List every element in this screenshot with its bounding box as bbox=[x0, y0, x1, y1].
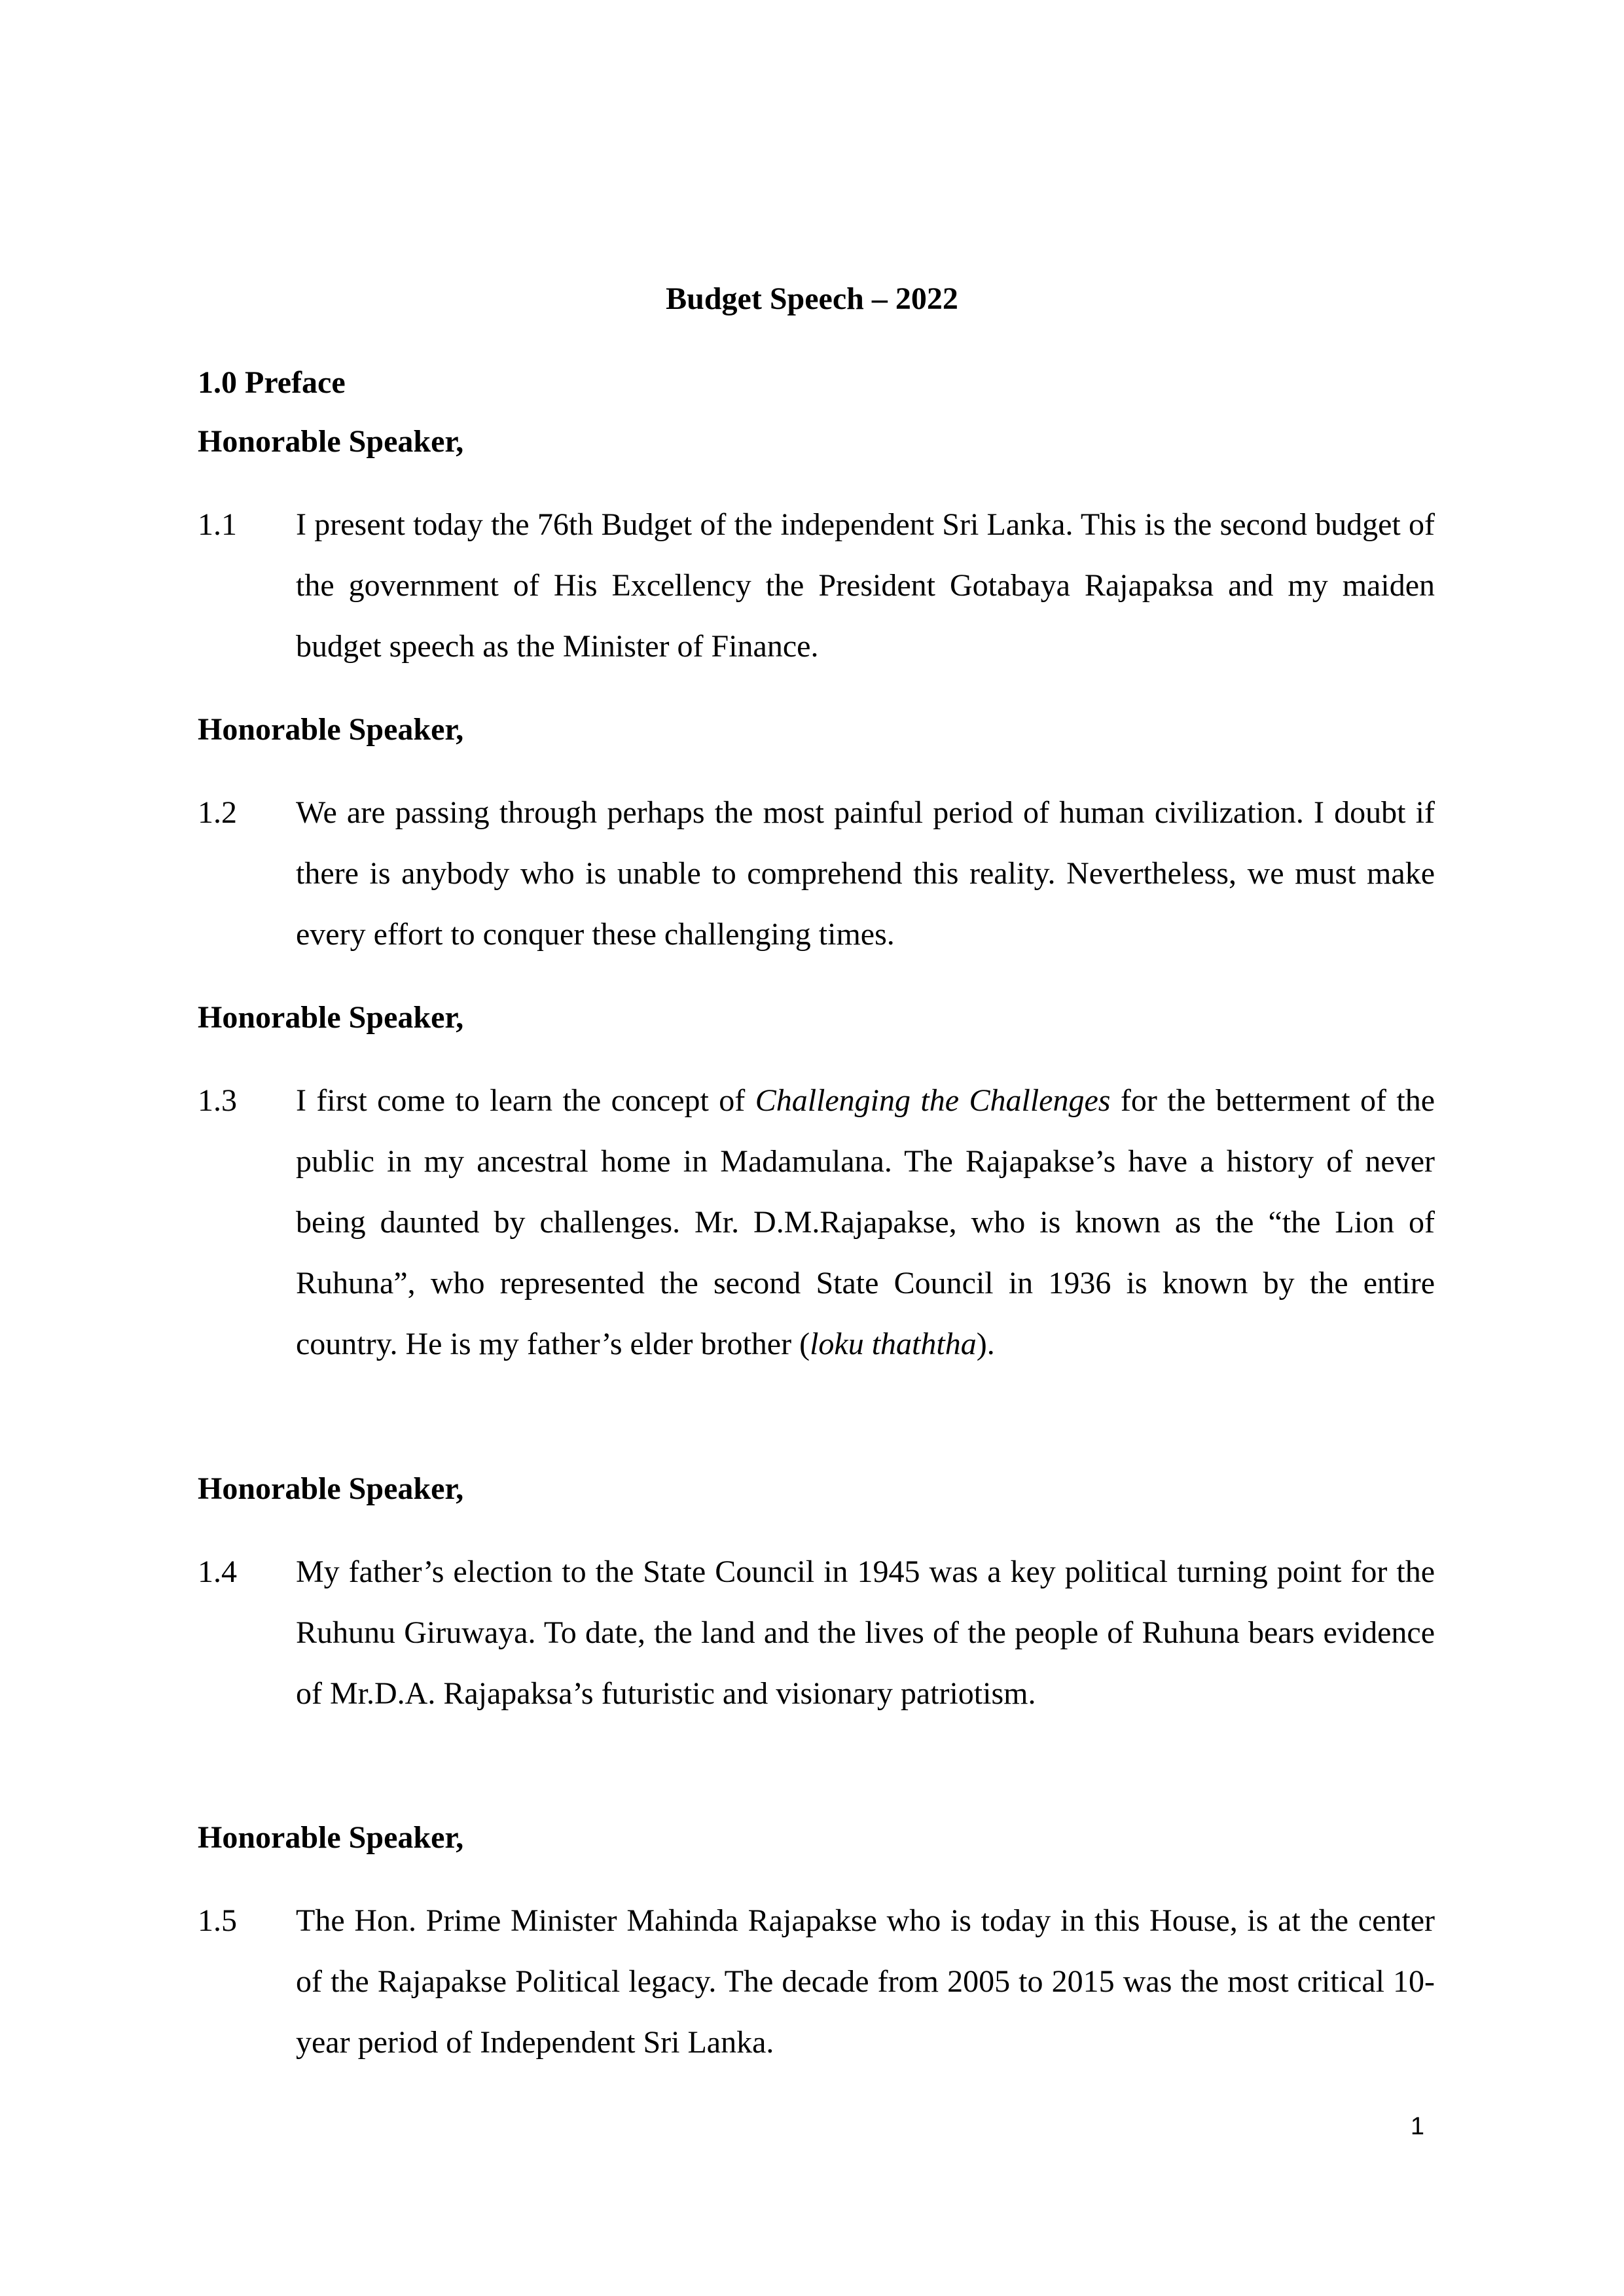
paragraph-1-5 bbox=[198, 1890, 1441, 2073]
paragraph-text bbox=[296, 1070, 1435, 1374]
italic-text-segment: loku thaththa bbox=[810, 1327, 977, 1361]
paragraph-number: 1.1 bbox=[198, 507, 237, 542]
text-segment: We are passing through perhaps the most painful period of human civilization. I doubt if there is anybody who is unable to comprehend this reality. Nevertheless, we must make every effort to conquer these challenging times. bbox=[296, 795, 1435, 952]
page-number: 1 bbox=[1410, 2113, 1424, 2140]
speaker-salutation: Honorable Speaker, bbox=[198, 1000, 464, 1035]
text-segment: I present today the 76th Budget of the independent Sri Lanka. This is the second budget of the government of His Excellency the President Gotabaya Rajapaksa and my maiden budget speech as the Minister of Finance. bbox=[296, 507, 1435, 664]
paragraph-text bbox=[296, 782, 1435, 965]
section-heading: 1.0 Preface bbox=[198, 365, 346, 400]
paragraph-number: 1.3 bbox=[198, 1083, 237, 1118]
text-segment: The Hon. Prime Minister Mahinda Rajapakse who is today in this House, is at the center of the Rajapakse Political legacy. The decade from 2005 to 2015 was the most critical 10-year period of Independent Sri Lanka. bbox=[296, 1903, 1435, 2060]
text-segment: for the betterment of the public in my ancestral home in Madamulana. The Rajapakse’s have a history of never being daunted by challenges. Mr. D.M.Rajapakse, who is known as the “the Lion of Ruhuna”, who represented the second State Council in 1936 is known by the entire country. He is my father’s elder brother ( bbox=[296, 1083, 1435, 1361]
speaker-salutation: Honorable Speaker, bbox=[198, 1471, 464, 1506]
text-segment: ). bbox=[976, 1327, 995, 1361]
speaker-salutation: Honorable Speaker, bbox=[198, 1820, 464, 1855]
document-title: Budget Speech – 2022 bbox=[666, 281, 958, 316]
paragraph-number: 1.2 bbox=[198, 795, 237, 830]
paragraph-1-2 bbox=[198, 782, 1441, 965]
italic-text-segment: Challenging the Challenges bbox=[755, 1083, 1111, 1118]
paragraph-1-3 bbox=[198, 1070, 1441, 1374]
text-segment: My father’s election to the State Council in 1945 was a key political turning point for the Ruhunu Giruwaya. To date, the land and the lives of the people of Ruhuna bears evidence of Mr.D.A. Rajapaksa’s futuristic and visionary patriotism. bbox=[296, 1554, 1435, 1711]
text-segment: I first come to learn the concept of bbox=[296, 1083, 755, 1118]
paragraph-text bbox=[296, 1890, 1435, 2073]
paragraph-number: 1.5 bbox=[198, 1903, 237, 1938]
speaker-salutation: Honorable Speaker, bbox=[198, 712, 464, 747]
paragraph-1-4 bbox=[198, 1541, 1441, 1724]
paragraph-text bbox=[296, 494, 1435, 677]
paragraph-number: 1.4 bbox=[198, 1554, 237, 1589]
paragraph-text bbox=[296, 1541, 1435, 1724]
speaker-salutation: Honorable Speaker, bbox=[198, 424, 464, 459]
paragraph-1-1 bbox=[198, 494, 1441, 677]
